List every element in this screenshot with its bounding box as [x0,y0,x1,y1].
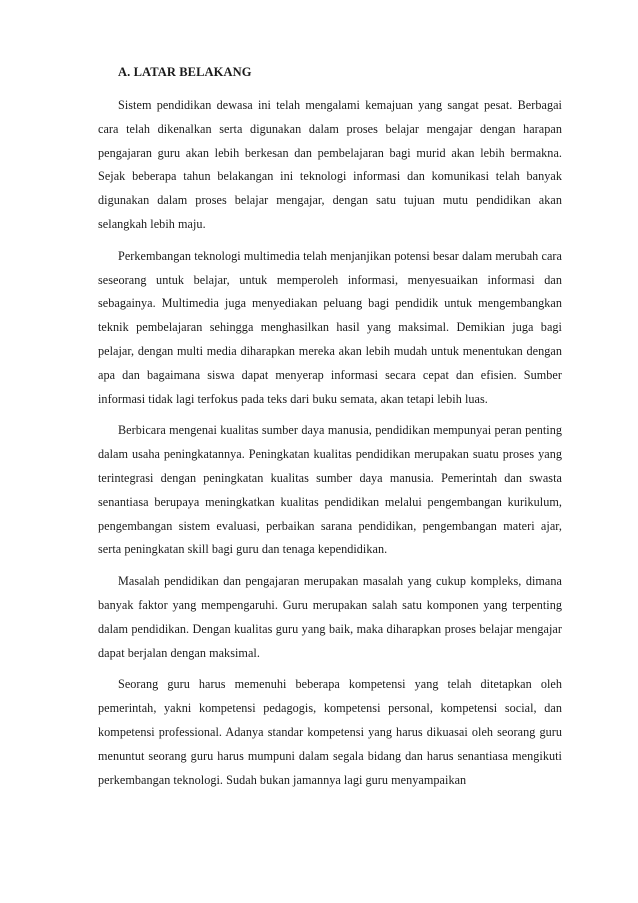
paragraph-3: Berbicara mengenai kualitas sumber daya manusia, pendidikan mempunyai peran penting dalam usaha peningkatannya. Peningkatan kualitas pendidikan merupakan suatu proses yang terintegrasi dengan peningkatan kualitas sumber daya manusia. Pemerintah dan swasta senantiasa berupaya meningkatkan kualitas pendidikan melalui pengembangan kurikulum, pengembangan sistem evaluasi, perbaikan sarana pendidikan, pengembangan materi ajar, serta peningkatan skill bagi guru dan tenaga kependidikan. [98,423,562,557]
section-heading: A. LATAR BELAKANG [118,65,252,79]
paragraph-5: Seorang guru harus memenuhi beberapa kompetensi yang telah ditetapkan oleh pemerintah, yakni kompetensi pedagogis, kompetensi personal, kompetensi social, dan kompetensi professional. Adanya standar kompetensi yang harus dikuasai oleh seorang guru menuntut seorang guru harus mumpuni dalam segala bidang dan harus senantiasa mengikuti perkembangan teknologi. Sudah bukan jamannya lagi guru menyampaikan [98,677,562,787]
paragraph-1: Sistem pendidikan dewasa ini telah mengalami kemajuan yang sangat pesat. Berbagai cara telah dikenalkan serta digunakan dalam proses belajar mengajar dengan harapan pengajaran guru akan lebih berkesan dan pembelajaran bagi murid akan lebih bermakna. Sejak beberapa tahun belakangan ini teknologi informasi dan komunikasi telah banyak digunakan dalam proses belajar mengajar, dengan satu tujuan mutu pendidikan akan selangkah lebih maju. [98,98,562,231]
paragraph-4: Masalah pendidikan dan pengajaran merupakan masalah yang cukup kompleks, dimana banyak faktor yang mempengaruhi. Guru merupakan salah satu komponen yang terpenting dalam pendidikan. Dengan kualitas guru yang baik, maka diharapkan proses belajar mengajar dapat berjalan dengan maksimal. [98,574,562,660]
paragraph-2: Perkembangan teknologi multimedia telah menjanjikan potensi besar dalam merubah cara seseorang untuk belajar, untuk memperoleh informasi, menyesuaikan informasi dan sebagainya. Multimedia juga menyediakan peluang bagi pendidik untuk mengembangkan teknik pembelajaran sehingga menghasilkan hasil yang maksimal. Demikian juga bagi pelajar, dengan multi media diharapkan mereka akan lebih mudah untuk menentukan dengan apa dan bagaimana siswa dapat menyerap informasi secara cepat dan efisien. Sumber informasi tidak lagi terfokus pada teks dari buku semata, akan tetapi lebih luas. [98,248,562,406]
document-body [98,62,562,800]
